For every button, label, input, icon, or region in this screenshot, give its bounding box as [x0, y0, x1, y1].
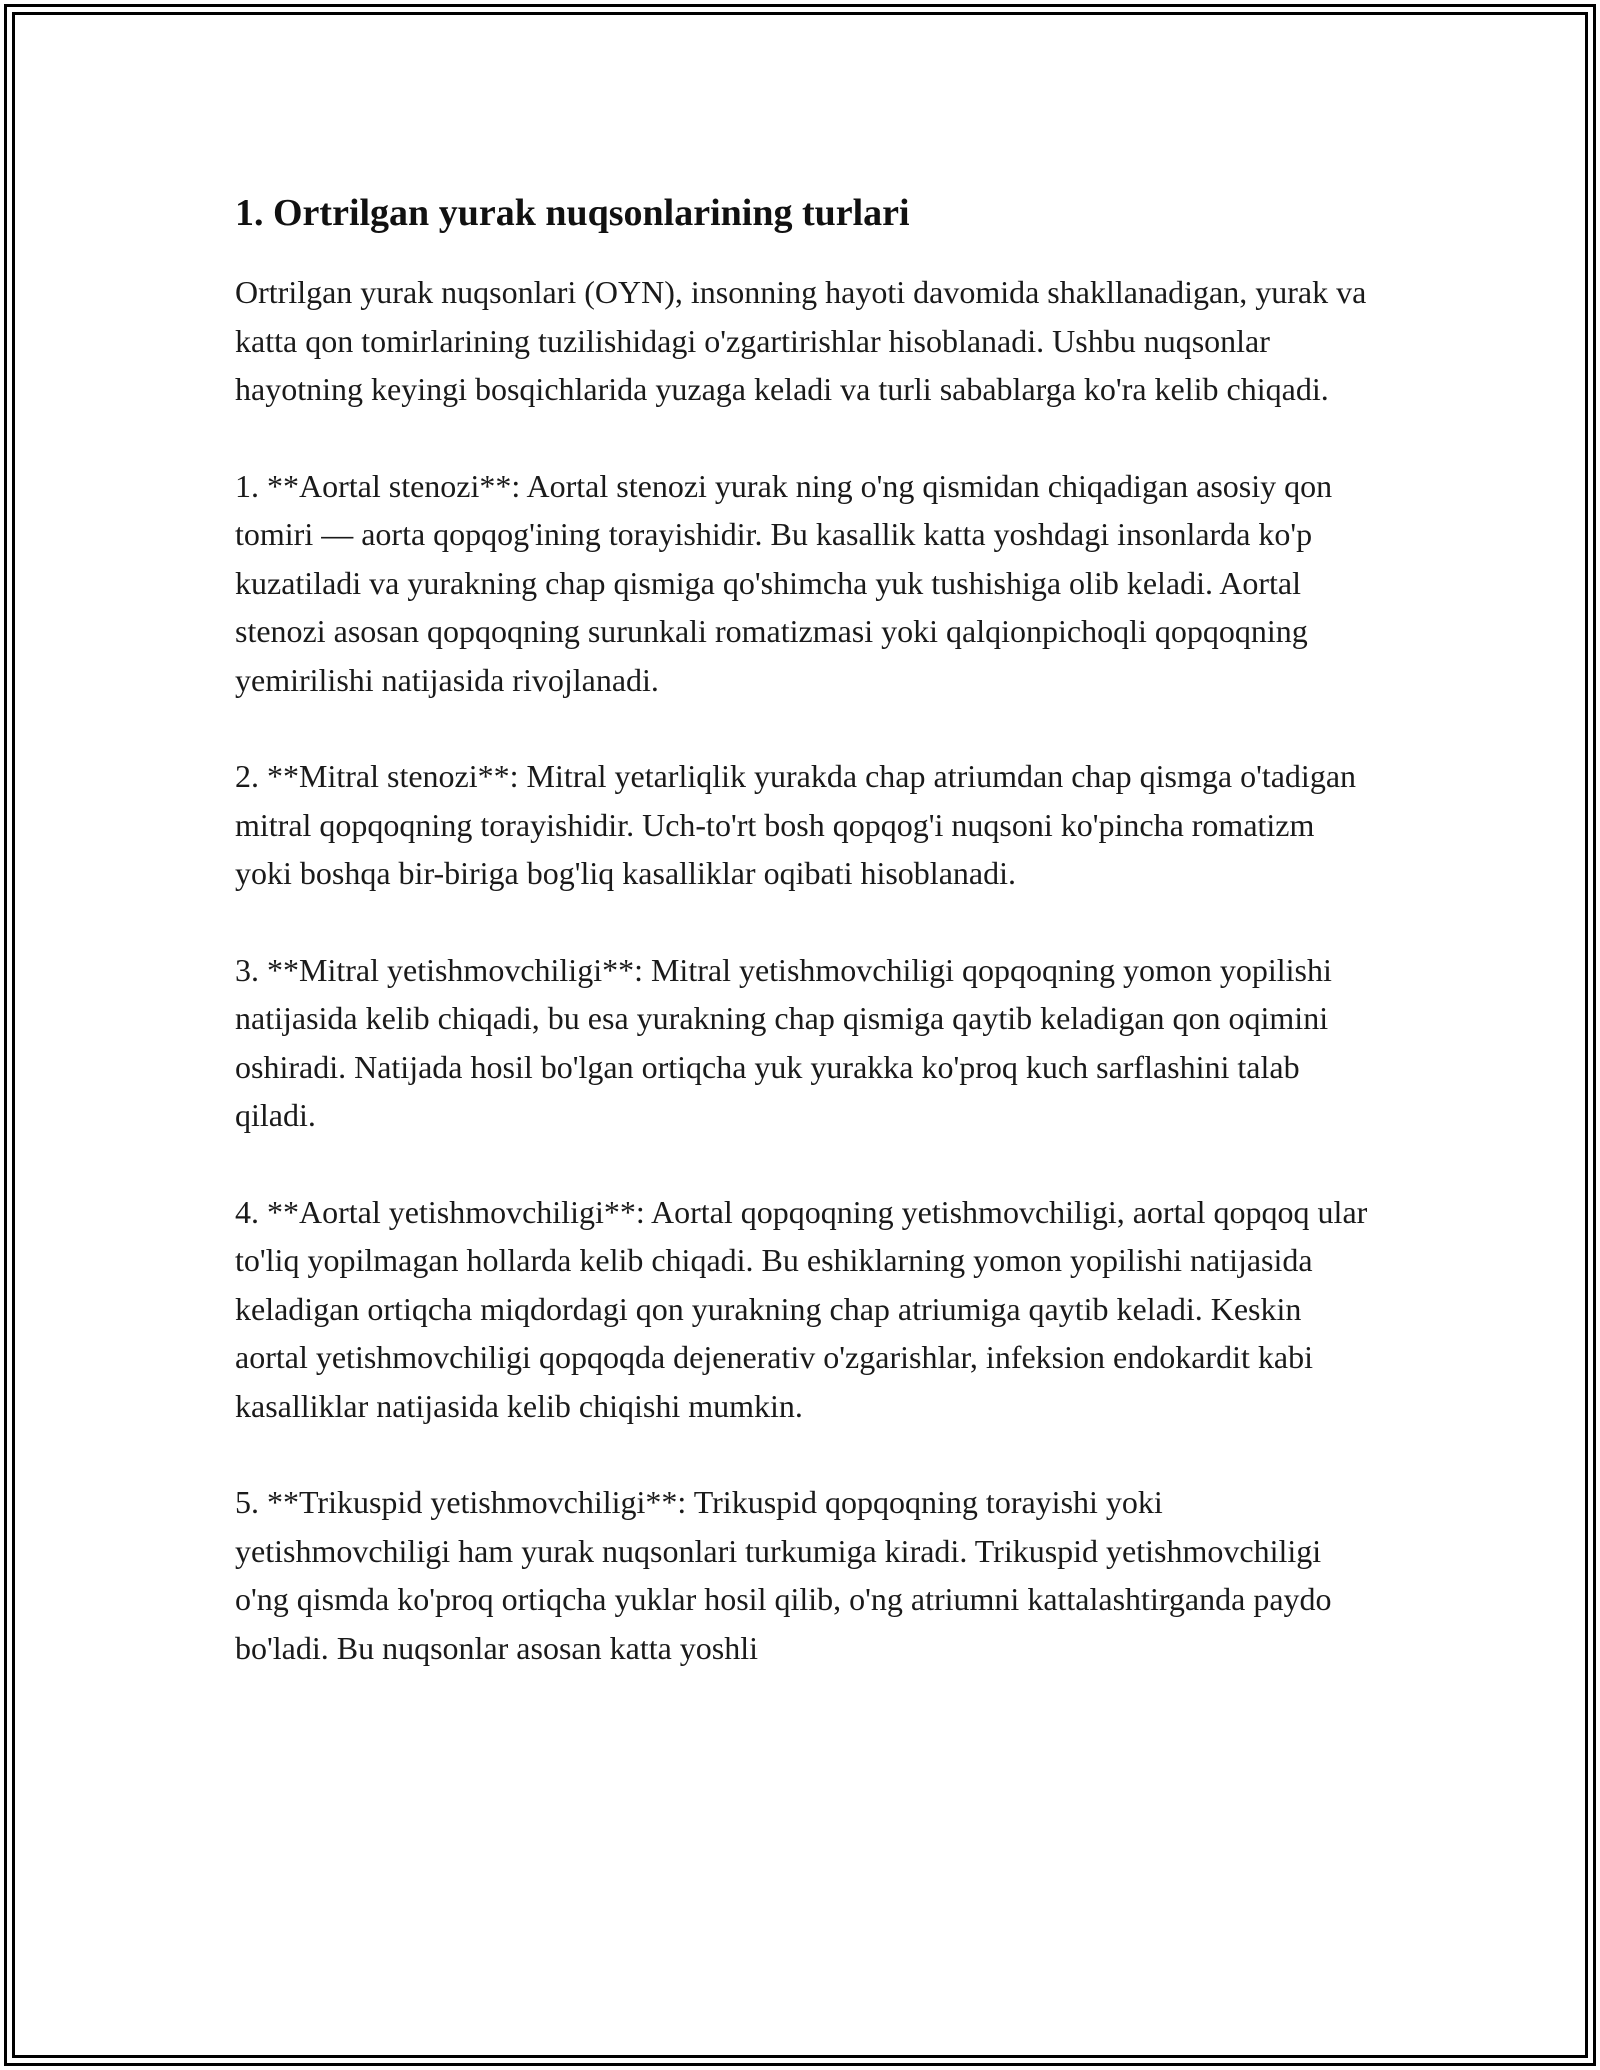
intro-paragraph: Ortrilgan yurak nuqsonlari (OYN), insonning hayoti davomida shakllanadigan, yurak va katta qon tomirlarining tuzilishidagi o'zgartirishlar hisoblanadi. Ushbu nuqsonlar hayotning keyingi bosqichlarida yuzaga keladi va turli sabablarga ko'ra kelib chiqadi. — [235, 274, 1367, 407]
aortal-insufficiency-paragraph: 4. **Aortal yetishmovchiligi**: Aortal qopqoqning yetishmovchiligi, aortal qopqoq ular to'liq yopilmagan hollarda kelib chiqadi. Bu eshiklarning yomon yopilishi natijasida keladigan ortiqcha miqdordagi qon yurakning chap atriumiga qaytib keladi. Keskin aortal yetishmovchiligi qopqoqda dejenerativ o'zgarishlar, infeksion endokardit kabi kasalliklar natijasida kelib chiqishi mumkin. — [235, 1193, 1368, 1424]
aortal-stenosis-paragraph: 1. **Aortal stenozi**: Aortal stenozi yurak ning o'ng qismidan chiqadigan asosiy qon tomiri — aorta qopqog'ining torayishidir. Bu kasallik katta yoshdagi insonlarda ko'p kuzatiladi va yurakning chap qismiga qo'shimcha yuk tushishiga olib keladi. Aortal stenozi asosan qopqoqning surunkali romatizmasi yoki qalqionpichoqli qopqoqning yemirilishi natijasida rivojlanadi. — [235, 467, 1333, 698]
mitral-insufficiency-paragraph: 3. **Mitral yetishmovchiligi**: Mitral yetishmovchiligi qopqoqning yomon yopilishi natijasida kelib chiqadi, bu esa yurakning chap qismiga qaytib keladigan qon oqimini oshiradi. Natijada hosil bo'lgan ortiqcha yuk yurakka ko'proq kuch sarflashini talab qiladi. — [235, 951, 1332, 1133]
mitral-stenosis-paragraph: 2. **Mitral stenozi**: Mitral yetarliqlik yurakda chap atriumdan chap qismga o'tadigan mitral qopqoqning torayishidir. Uch-to'rt bosh qopqog'i nuqsoni ko'pincha romatizm yoki boshqa bir-biriga bog'liq kasalliklar oqibati hisoblanadi. — [235, 758, 1357, 891]
section-heading: 1. Ortrilgan yurak nuqsonlarining turlari — [235, 192, 910, 234]
tricuspid-insufficiency-paragraph: 5. **Trikuspid yetishmovchiligi**: Trikuspid qopqoqning torayishi yoki yetishmovchiligi ham yurak nuqsonlari turkumiga kiradi. Trikuspid yetishmovchiligi o'ng qismda ko'proq ortiqcha yuklar hosil qilib, o'ng atriumni kattalashtirganda paydo bo'ladi. Bu nuqsonlar asosan katta yoshli — [235, 1484, 1332, 1666]
document-body — [235, 188, 1375, 1720]
